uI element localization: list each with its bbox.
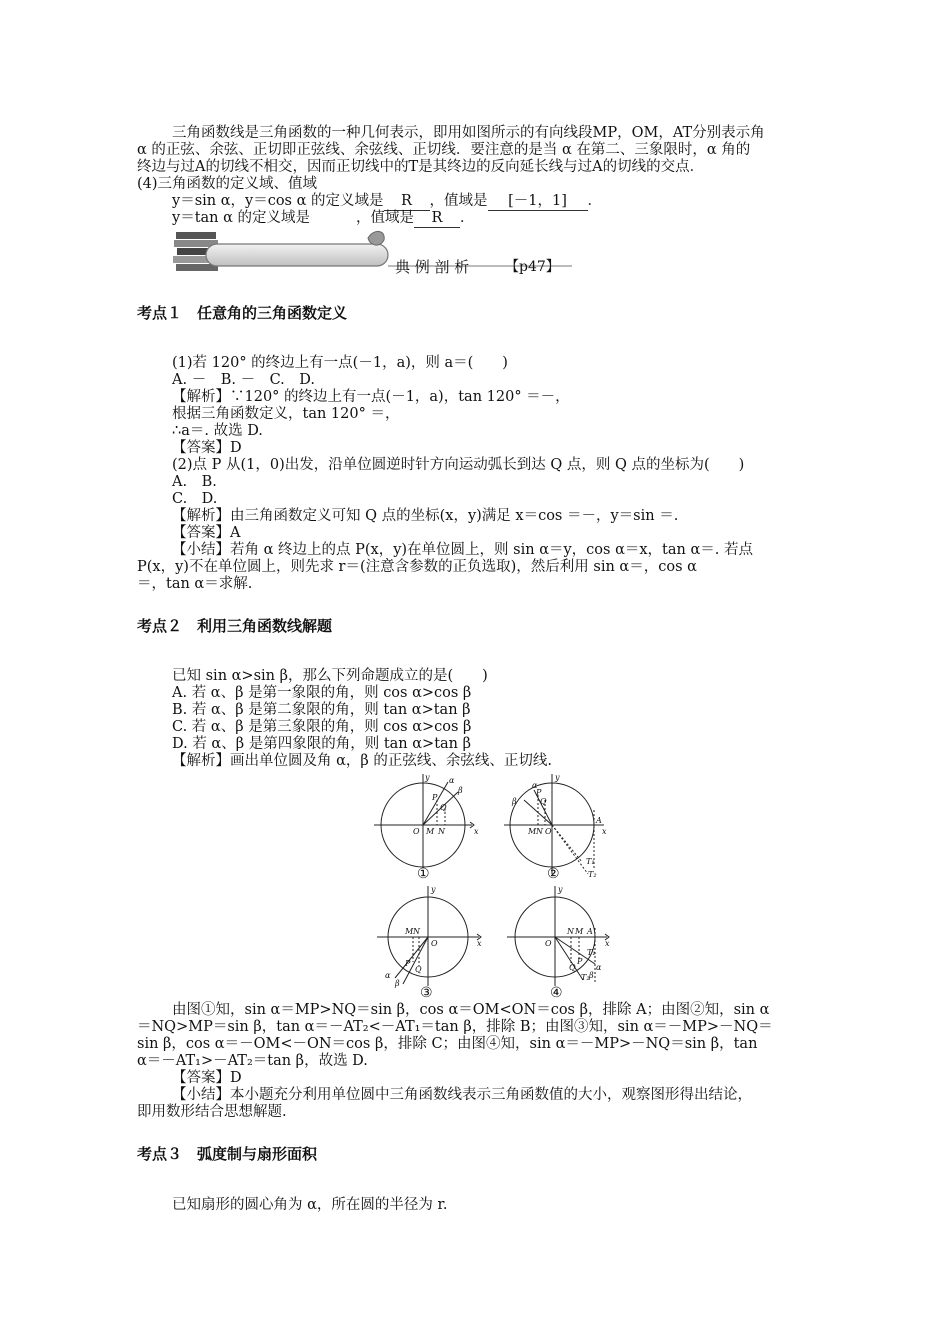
svg-text:T₂: T₂ (588, 870, 597, 879)
summary-line: ＝，tan α＝求解. (137, 576, 253, 592)
svg-text:P: P (577, 957, 583, 966)
domain-range-title: (4)三角函数的定义域、值域 (137, 176, 318, 192)
unit-circle-figure-1 (370, 770, 482, 870)
question: 已知 sin α>sin β，那么下列命题成立的是( ) (172, 668, 488, 684)
svg-text:y: y (555, 773, 560, 782)
summary-line: 【小结】若角 α 终边上的点 P(x，y)在单位圆上，则 sin α＝y，cos α＝x，tan α＝. 若点 (172, 542, 753, 558)
svg-text:α: α (532, 781, 538, 790)
svg-text:N: N (536, 827, 543, 836)
figure-label: ① (417, 866, 430, 882)
svg-text:M: M (426, 827, 435, 836)
svg-text:y: y (558, 885, 563, 894)
question-1-options: A. － B. － C. D. (172, 372, 315, 388)
svg-text:Q: Q (540, 797, 547, 806)
svg-text:α: α (385, 971, 391, 980)
svg-text:N: N (413, 927, 420, 936)
svg-text:A: A (596, 816, 602, 825)
question-1: (1)若 120° 的终边上有一点(－1，a)，则 a＝( ) (172, 355, 508, 371)
answer-line: 【答案】A (172, 525, 241, 541)
answer-blank: [－1，1] (488, 193, 588, 211)
svg-text:y: y (425, 773, 430, 782)
svg-text:x: x (605, 939, 610, 948)
solution-line: 由图①知，sin α＝MP>NQ＝sin β，cos α＝OM<ON＝cos β，排除 A；由图②知，sin α (172, 1002, 770, 1018)
answer-line: 【答案】D (172, 440, 242, 456)
empty-blank (310, 210, 356, 227)
solution-intro: 【解析】画出单位圆及角 α，β 的正弦线、余弦线、正切线. (172, 753, 552, 769)
option-a: A. 若 α、β 是第一象限的角，则 cos α>cos β (172, 685, 472, 701)
banner-title: 典 例 剖 析 (395, 258, 470, 276)
unit-circle-figure-3 (373, 882, 485, 988)
svg-text:β: β (512, 797, 517, 806)
svg-text:T₂: T₂ (581, 973, 590, 982)
svg-text:x: x (474, 827, 479, 836)
question-2: (2)点 P 从(1，0)出发，沿单位圆逆时针方向运动弧长到达 Q 点，则 Q 点的坐标为( ) (172, 457, 745, 473)
solution-line: ∴a＝. 故选 D. (172, 423, 263, 439)
svg-text:P: P (405, 959, 411, 968)
text: ，值域是 (429, 193, 488, 209)
svg-text:T₁: T₁ (587, 948, 596, 957)
banner-page-ref: 【p47】 (505, 259, 560, 275)
text: ． (460, 210, 475, 226)
text: ，值域是 (356, 210, 415, 226)
svg-text:P: P (536, 788, 542, 797)
svg-text:β: β (395, 979, 400, 988)
solution-line: 【解析】由三角函数定义可知 Q 点的坐标(x，y)满足 x＝cos ＝－，y＝sin ＝. (172, 508, 679, 524)
solution-line: 【解析】∵120° 的终边上有一点(－1，a)，tan 120° ＝－， (172, 389, 570, 405)
summary-line: 即用数形结合思想解题. (137, 1104, 287, 1120)
leaf-icon (368, 231, 384, 245)
svg-text:Q: Q (569, 963, 576, 972)
svg-text:x: x (602, 827, 607, 836)
svg-text:β: β (589, 971, 594, 980)
svg-text:T₁: T₁ (586, 857, 595, 866)
solution-line: sin β，cos α＝－OM<－ON＝cos β，排除 C；由图④知，sin α＝－MP>－NQ＝sin β，tan (137, 1036, 758, 1052)
svg-text:N: N (438, 827, 445, 836)
svg-text:α: α (596, 963, 602, 972)
answer-blank: R (384, 193, 430, 211)
svg-text:P: P (432, 793, 438, 802)
text: ． (587, 193, 603, 209)
figure-label: ③ (420, 985, 433, 1001)
svg-text:α: α (449, 776, 455, 785)
svg-text:N: N (567, 927, 574, 936)
svg-text:O: O (413, 827, 420, 836)
svg-text:Q: Q (440, 803, 447, 812)
text: y＝tan α 的定义域是 (172, 210, 311, 226)
svg-text:O: O (545, 827, 552, 836)
svg-text:M: M (528, 827, 537, 836)
intro-line-3: 终边与过A的切线不相交，因而正切线中的T是其终边的反向延长线与过A的切线的交点． (137, 159, 705, 175)
solution-line: ＝NQ>MP＝sin β，tan α＝－AT₂<－AT₁＝tan β，排除 B；由图③知，sin α＝－MP>－NQ＝ (137, 1019, 773, 1035)
option-c: C. 若 α、β 是第三象限的角，则 cos α>cos β (172, 719, 472, 735)
svg-text:M: M (405, 927, 414, 936)
option-b: B. 若 α、β 是第二象限的角，则 tan α>tan β (172, 702, 471, 718)
option-d: D. 若 α、β 是第四象限的角，则 tan α>tan β (172, 736, 471, 752)
section-heading-2: 考点２ 利用三角函数线解题 (137, 617, 333, 635)
solution-line: 根据三角函数定义，tan 120° ＝， (172, 406, 400, 422)
answer-blank: R (414, 210, 460, 228)
sin-cos-domain-line (172, 193, 602, 211)
svg-text:O: O (431, 939, 438, 948)
svg-text:β: β (458, 786, 463, 795)
svg-text:M: M (575, 927, 584, 936)
question-2-options: C. D. (172, 491, 218, 507)
svg-text:y: y (431, 885, 436, 894)
intro-line-1: 三角函数线是三角函数的一种几何表示，即用如图所示的有向线段MP，OM，AT分别表示角 (172, 125, 765, 141)
unit-circle-figure-2 (500, 770, 612, 880)
answer-line: 【答案】D (172, 1070, 242, 1086)
summary-line: 【小结】本小题充分利用单位圆中三角函数线表示三角函数值的大小，观察图形得出结论， (172, 1087, 752, 1103)
figure-label: ② (547, 866, 560, 882)
figure-label: ④ (550, 985, 563, 1001)
section-heading-1: 考点１ 任意角的三角函数定义 (137, 304, 348, 322)
svg-text:A: A (587, 927, 593, 936)
question-2-options: A. B. (172, 474, 217, 490)
svg-text:x: x (477, 939, 482, 948)
intro-line-2: α 的正弦、余弦、正切即正弦线、余弦线、正切线．要注意的是当 α 在第二、三象限时，α 角的 (137, 142, 751, 158)
question: 已知扇形的圆心角为 α，所在圆的半径为 r. (172, 1197, 448, 1213)
svg-text:Q: Q (415, 965, 422, 974)
unit-circle-figure-4 (503, 882, 615, 988)
text: y＝sin α，y＝cos α 的定义域是 (172, 193, 384, 209)
svg-text:O: O (545, 939, 552, 948)
summary-line: P(x，y)不在单位圆上，则先求 r＝(注意含参数的正负选取)，然后利用 sin α＝，cos α (137, 559, 697, 575)
solution-line: α＝－AT₁>－AT₂＝tan β，故选 D. (137, 1053, 368, 1069)
section-heading-3: 考点３ 弧度制与扇形面积 (137, 1145, 318, 1163)
